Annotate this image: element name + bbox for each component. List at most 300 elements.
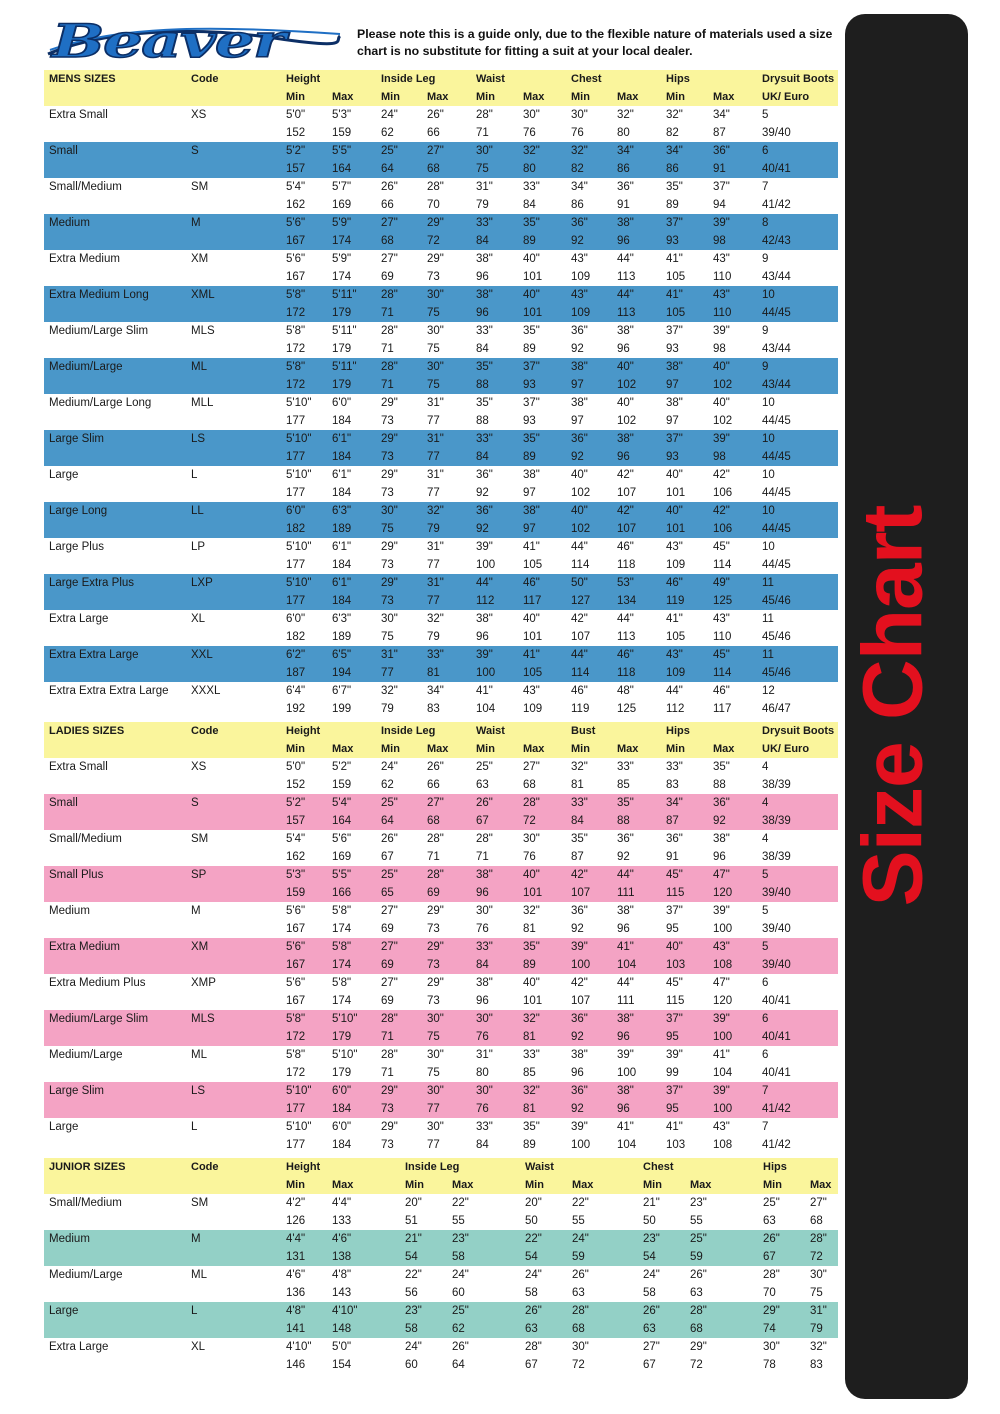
imperial-value: 6 <box>762 977 769 989</box>
imperial-value: 5'10" <box>332 1049 358 1061</box>
metric-value: 154 <box>332 1359 352 1371</box>
imperial-value: 20" <box>405 1197 422 1209</box>
metric-value: 97 <box>523 487 536 499</box>
metric-value: 38/39 <box>762 779 791 791</box>
metric-value: 100 <box>713 1031 733 1043</box>
metric-value: 162 <box>286 199 306 211</box>
column-subheader: Max <box>810 1179 832 1191</box>
metric-value: 77 <box>427 487 440 499</box>
metric-value: 164 <box>332 163 352 175</box>
metric-value: 77 <box>427 595 440 607</box>
size-code: ML <box>191 1049 207 1061</box>
metric-value: 110 <box>713 631 732 643</box>
metric-value: 105 <box>523 559 543 571</box>
metric-value: 40/41 <box>762 163 791 175</box>
metric-value: 46/47 <box>762 703 791 715</box>
metric-value: 75 <box>381 523 394 535</box>
metric-value: 93 <box>666 235 679 247</box>
section-header <box>44 70 838 106</box>
metric-value: 73 <box>381 487 394 499</box>
imperial-value: 6'1" <box>332 433 352 445</box>
imperial-value: 21" <box>405 1233 422 1245</box>
metric-value: 109 <box>571 307 591 319</box>
metric-value: 184 <box>332 1139 352 1151</box>
metric-value: 120 <box>713 887 733 899</box>
imperial-value: 9 <box>762 361 769 373</box>
imperial-value: 10 <box>762 289 775 301</box>
metric-value: 73 <box>427 959 440 971</box>
imperial-value: 33" <box>427 649 444 661</box>
imperial-value: 43" <box>713 1121 730 1133</box>
imperial-value: 38" <box>571 397 588 409</box>
imperial-value: 4 <box>762 761 769 773</box>
column-subheader: Min <box>525 1179 544 1191</box>
imperial-value: 6 <box>762 1049 769 1061</box>
metric-value: 131 <box>286 1251 306 1263</box>
imperial-value: 5'3" <box>286 869 306 881</box>
column-subheader: Max <box>617 91 639 103</box>
metric-value: 69 <box>381 923 394 935</box>
imperial-value: 43" <box>666 541 683 553</box>
imperial-value: 32" <box>427 613 444 625</box>
size-name: Extra Medium <box>49 253 120 265</box>
table-row <box>44 1010 838 1046</box>
size-code: XS <box>191 761 207 773</box>
imperial-value: 39" <box>617 1049 634 1061</box>
imperial-value: 25" <box>476 761 493 773</box>
size-name: Extra Extra Extra Large <box>49 685 169 697</box>
imperial-value: 31" <box>381 649 398 661</box>
imperial-value: 5'4" <box>286 833 306 845</box>
metric-value: 97 <box>571 415 584 427</box>
metric-value: 177 <box>286 415 306 427</box>
imperial-value: 26" <box>476 797 493 809</box>
imperial-value: 40" <box>617 397 634 409</box>
metric-value: 54 <box>643 1251 656 1263</box>
size-code: SM <box>191 1197 209 1209</box>
imperial-value: 24" <box>643 1269 660 1281</box>
imperial-value: 11 <box>762 577 774 589</box>
metric-value: 125 <box>713 595 733 607</box>
metric-value: 111 <box>617 887 635 899</box>
table-row <box>44 758 838 794</box>
imperial-value: 5'2" <box>286 797 306 809</box>
imperial-value: 10 <box>762 433 775 445</box>
size-code: ML <box>191 361 207 373</box>
metric-value: 89 <box>666 199 679 211</box>
metric-value: 45/46 <box>762 631 791 643</box>
size-code: XM <box>191 253 209 265</box>
metric-value: 103 <box>666 959 686 971</box>
table-row <box>44 1338 838 1374</box>
size-code: MLL <box>191 397 214 409</box>
metric-value: 44/45 <box>762 415 791 427</box>
size-name: Large Slim <box>49 1085 104 1097</box>
metric-value: 88 <box>476 379 489 391</box>
metric-value: 100 <box>617 1067 637 1079</box>
metric-value: 69 <box>427 887 440 899</box>
imperial-value: 5'6" <box>332 833 352 845</box>
size-name: Medium/Large <box>49 1269 123 1281</box>
imperial-value: 38" <box>523 469 540 481</box>
table-row <box>44 358 838 394</box>
metric-value: 112 <box>476 595 495 607</box>
metric-value: 93 <box>666 451 679 463</box>
metric-value: 76 <box>523 851 536 863</box>
metric-value: 172 <box>286 1067 306 1079</box>
metric-value: 91 <box>617 199 630 211</box>
metric-value: 101 <box>666 487 686 499</box>
metric-value: 101 <box>523 995 543 1007</box>
metric-value: 174 <box>332 995 352 1007</box>
size-name: Medium/Large Slim <box>49 1013 149 1025</box>
imperial-value: 28" <box>381 1049 398 1061</box>
metric-value: 117 <box>713 703 732 715</box>
imperial-value: 32" <box>381 685 398 697</box>
table-row <box>44 1266 838 1302</box>
table-row <box>44 322 838 358</box>
metric-value: 71 <box>381 307 394 319</box>
metric-value: 50 <box>525 1215 538 1227</box>
imperial-value: 45" <box>713 649 730 661</box>
imperial-value: 5'2" <box>332 761 352 773</box>
imperial-value: 27" <box>381 977 398 989</box>
metric-value: 91 <box>713 163 726 175</box>
size-name: Large Long <box>49 505 108 517</box>
section-title: JUNIOR SIZES <box>49 1161 126 1173</box>
imperial-value: 44" <box>617 869 634 881</box>
imperial-value: 4'10" <box>332 1305 358 1317</box>
metric-value: 68 <box>810 1215 823 1227</box>
imperial-value: 31" <box>427 469 444 481</box>
imperial-value: 5'11" <box>332 361 357 373</box>
imperial-value: 29" <box>381 577 398 589</box>
size-name: Extra Small <box>49 761 108 773</box>
imperial-value: 40" <box>523 977 540 989</box>
metric-value: 81 <box>571 779 584 791</box>
size-name: Extra Medium <box>49 941 120 953</box>
imperial-value: 32" <box>810 1341 827 1353</box>
metric-value: 199 <box>332 703 352 715</box>
imperial-value: 5'9" <box>332 217 352 229</box>
column-subheader: Min <box>286 743 305 755</box>
imperial-value: 32" <box>523 1085 540 1097</box>
imperial-value: 30" <box>476 145 493 157</box>
metric-value: 86 <box>666 163 679 175</box>
metric-value: 119 <box>571 703 590 715</box>
metric-value: 114 <box>571 559 590 571</box>
metric-value: 100 <box>571 959 591 971</box>
imperial-value: 28" <box>476 109 493 121</box>
imperial-value: 43" <box>523 685 540 697</box>
imperial-value: 26" <box>690 1269 707 1281</box>
imperial-value: 44" <box>571 541 588 553</box>
imperial-value: 5'8" <box>286 325 306 337</box>
imperial-value: 23" <box>452 1233 469 1245</box>
metric-value: 93 <box>523 379 536 391</box>
imperial-value: 43" <box>713 613 730 625</box>
metric-value: 103 <box>666 1139 686 1151</box>
imperial-value: 31" <box>427 433 444 445</box>
imperial-value: 22" <box>525 1233 542 1245</box>
metric-value: 96 <box>713 851 726 863</box>
metric-value: 73 <box>381 415 394 427</box>
imperial-value: 5'8" <box>286 289 306 301</box>
metric-value: 189 <box>332 631 352 643</box>
metric-value: 172 <box>286 307 306 319</box>
imperial-value: 36" <box>571 1085 588 1097</box>
metric-value: 177 <box>286 1103 306 1115</box>
metric-value: 86 <box>571 199 584 211</box>
table-row <box>44 250 838 286</box>
metric-value: 92 <box>571 451 584 463</box>
metric-value: 83 <box>666 779 679 791</box>
imperial-value: 37" <box>666 217 683 229</box>
metric-value: 79 <box>427 631 440 643</box>
imperial-value: 6'5" <box>332 649 352 661</box>
metric-value: 109 <box>571 271 591 283</box>
column-subheader: Min <box>405 1179 424 1191</box>
metric-value: 115 <box>666 995 685 1007</box>
imperial-value: 26" <box>381 833 398 845</box>
column-group-header: Hips <box>666 725 690 737</box>
imperial-value: 5'5" <box>332 145 352 157</box>
metric-value: 60 <box>405 1359 418 1371</box>
metric-value: 148 <box>332 1323 352 1335</box>
column-subheader: Max <box>690 1179 712 1191</box>
imperial-value: 30" <box>523 833 540 845</box>
metric-value: 174 <box>332 235 352 247</box>
metric-value: 64 <box>381 163 394 175</box>
imperial-value: 9 <box>762 325 769 337</box>
metric-value: 87 <box>571 851 584 863</box>
metric-value: 95 <box>666 1103 679 1115</box>
imperial-value: 43" <box>713 253 730 265</box>
imperial-value: 33" <box>476 941 493 953</box>
imperial-value: 4 <box>762 833 769 845</box>
size-name: Large <box>49 1121 79 1133</box>
imperial-value: 37" <box>523 361 540 373</box>
imperial-value: 31" <box>810 1305 827 1317</box>
metric-value: 157 <box>286 163 306 175</box>
metric-value: 96 <box>617 451 630 463</box>
imperial-value: 5'8" <box>332 977 352 989</box>
imperial-value: 4'2" <box>286 1197 306 1209</box>
imperial-value: 38" <box>666 397 683 409</box>
imperial-value: 46" <box>713 685 730 697</box>
table-row <box>44 1046 838 1082</box>
imperial-value: 40" <box>713 361 730 373</box>
metric-value: 73 <box>381 595 394 607</box>
imperial-value: 5'4" <box>286 181 306 193</box>
imperial-value: 21" <box>643 1197 660 1209</box>
imperial-value: 42" <box>571 613 588 625</box>
imperial-value: 29" <box>381 1085 398 1097</box>
metric-value: 88 <box>476 415 489 427</box>
metric-value: 68 <box>572 1323 585 1335</box>
imperial-value: 38" <box>617 325 634 337</box>
metric-value: 111 <box>617 995 635 1007</box>
metric-value: 96 <box>617 343 630 355</box>
metric-value: 75 <box>427 307 440 319</box>
metric-value: 104 <box>617 1139 637 1151</box>
metric-value: 75 <box>427 1031 440 1043</box>
imperial-value: 35" <box>523 1121 540 1133</box>
imperial-value: 35" <box>476 361 493 373</box>
column-subheader: Max <box>427 91 449 103</box>
metric-value: 102 <box>571 487 591 499</box>
metric-value: 81 <box>523 1031 536 1043</box>
metric-value: 63 <box>525 1323 538 1335</box>
column-group-header: Height <box>286 725 321 737</box>
metric-value: 67 <box>525 1359 538 1371</box>
imperial-value: 44" <box>571 649 588 661</box>
metric-value: 102 <box>617 415 637 427</box>
metric-value: 108 <box>713 1139 733 1151</box>
metric-value: 179 <box>332 307 352 319</box>
size-name: Medium/Large Long <box>49 397 152 409</box>
size-name: Extra Large <box>49 613 109 625</box>
metric-value: 69 <box>381 271 394 283</box>
imperial-value: 5'4" <box>332 797 352 809</box>
metric-value: 63 <box>690 1287 703 1299</box>
imperial-value: 5'3" <box>332 109 352 121</box>
metric-value: 89 <box>523 451 536 463</box>
imperial-value: 4'4" <box>332 1197 352 1209</box>
metric-value: 105 <box>666 271 686 283</box>
metric-value: 88 <box>713 779 726 791</box>
metric-value: 75 <box>381 631 394 643</box>
metric-value: 55 <box>572 1215 585 1227</box>
imperial-value: 34" <box>713 109 730 121</box>
metric-value: 143 <box>332 1287 352 1299</box>
imperial-value: 34" <box>571 181 588 193</box>
imperial-value: 33" <box>523 1049 540 1061</box>
metric-value: 80 <box>523 163 536 175</box>
metric-value: 179 <box>332 379 352 391</box>
imperial-value: 5'8" <box>332 941 352 953</box>
metric-value: 94 <box>713 199 726 211</box>
imperial-value: 44" <box>666 685 683 697</box>
metric-value: 133 <box>332 1215 352 1227</box>
imperial-value: 39" <box>713 905 730 917</box>
imperial-value: 32" <box>427 505 444 517</box>
imperial-value: 43" <box>571 289 588 301</box>
imperial-value: 6'3" <box>332 613 352 625</box>
imperial-value: 39" <box>713 433 730 445</box>
metric-value: 44/45 <box>762 487 791 499</box>
imperial-value: 6'0" <box>332 397 352 409</box>
size-code: L <box>191 1305 198 1317</box>
imperial-value: 6'0" <box>286 613 306 625</box>
imperial-value: 36" <box>476 505 493 517</box>
imperial-value: 5 <box>762 941 769 953</box>
metric-value: 99 <box>666 1067 679 1079</box>
column-subheader: Max <box>713 91 735 103</box>
imperial-value: 29" <box>427 253 444 265</box>
metric-value: 114 <box>713 667 732 679</box>
imperial-value: 40" <box>571 469 588 481</box>
size-code: M <box>191 1233 201 1245</box>
imperial-value: 42" <box>617 469 634 481</box>
metric-value: 110 <box>713 307 732 319</box>
imperial-value: 5'5" <box>332 869 352 881</box>
imperial-value: 46" <box>523 577 540 589</box>
table-row <box>44 1118 838 1154</box>
metric-value: 60 <box>452 1287 465 1299</box>
imperial-value: 6'1" <box>332 541 352 553</box>
imperial-value: 5'9" <box>332 253 352 265</box>
metric-value: 73 <box>381 559 394 571</box>
metric-value: 113 <box>617 631 636 643</box>
metric-value: 77 <box>381 667 394 679</box>
size-code: ML <box>191 1269 207 1281</box>
imperial-value: 47" <box>713 977 730 989</box>
imperial-value: 26" <box>452 1341 469 1353</box>
table-row <box>44 1082 838 1118</box>
imperial-value: 28" <box>381 1013 398 1025</box>
metric-value: 96 <box>476 271 489 283</box>
metric-value: 62 <box>452 1323 465 1335</box>
metric-value: 194 <box>332 667 352 679</box>
metric-value: 96 <box>617 1103 630 1115</box>
imperial-value: 30" <box>571 109 588 121</box>
metric-value: 73 <box>427 995 440 1007</box>
imperial-value: 30" <box>523 109 540 121</box>
imperial-value: 26" <box>763 1233 780 1245</box>
imperial-value: 46" <box>666 577 683 589</box>
metric-value: 89 <box>523 235 536 247</box>
imperial-value: 25" <box>381 869 398 881</box>
column-subheader: Max <box>332 743 354 755</box>
imperial-value: 37" <box>666 1013 683 1025</box>
size-name: Small/Medium <box>49 181 122 193</box>
imperial-value: 41" <box>666 1121 683 1133</box>
metric-value: 71 <box>427 851 440 863</box>
imperial-value: 5'8" <box>286 361 306 373</box>
metric-value: 164 <box>332 815 352 827</box>
metric-value: 167 <box>286 995 306 1007</box>
metric-value: 84 <box>476 959 489 971</box>
metric-value: 68 <box>381 235 394 247</box>
metric-value: 96 <box>617 923 630 935</box>
imperial-value: 37" <box>666 433 683 445</box>
imperial-value: 29" <box>381 397 398 409</box>
metric-value: 43/44 <box>762 271 791 283</box>
metric-value: 79 <box>476 199 489 211</box>
imperial-value: 22" <box>572 1197 589 1209</box>
imperial-value: 29" <box>381 433 398 445</box>
imperial-value: 34" <box>617 145 634 157</box>
size-code: LL <box>191 505 204 517</box>
column-subheader: Min <box>286 1179 305 1191</box>
metric-value: 55 <box>452 1215 465 1227</box>
imperial-value: 5'2" <box>286 145 306 157</box>
metric-value: 85 <box>523 1067 536 1079</box>
imperial-value: 50" <box>571 577 588 589</box>
metric-value: 78 <box>763 1359 776 1371</box>
imperial-value: 31" <box>427 577 444 589</box>
column-group-header: Hips <box>666 73 690 85</box>
metric-value: 80 <box>617 127 630 139</box>
imperial-value: 42" <box>571 977 588 989</box>
metric-value: 101 <box>523 307 543 319</box>
size-name: Medium/Large <box>49 361 123 373</box>
imperial-value: 28" <box>381 361 398 373</box>
metric-value: 42/43 <box>762 235 791 247</box>
imperial-value: 40" <box>666 469 683 481</box>
imperial-value: 40" <box>523 289 540 301</box>
